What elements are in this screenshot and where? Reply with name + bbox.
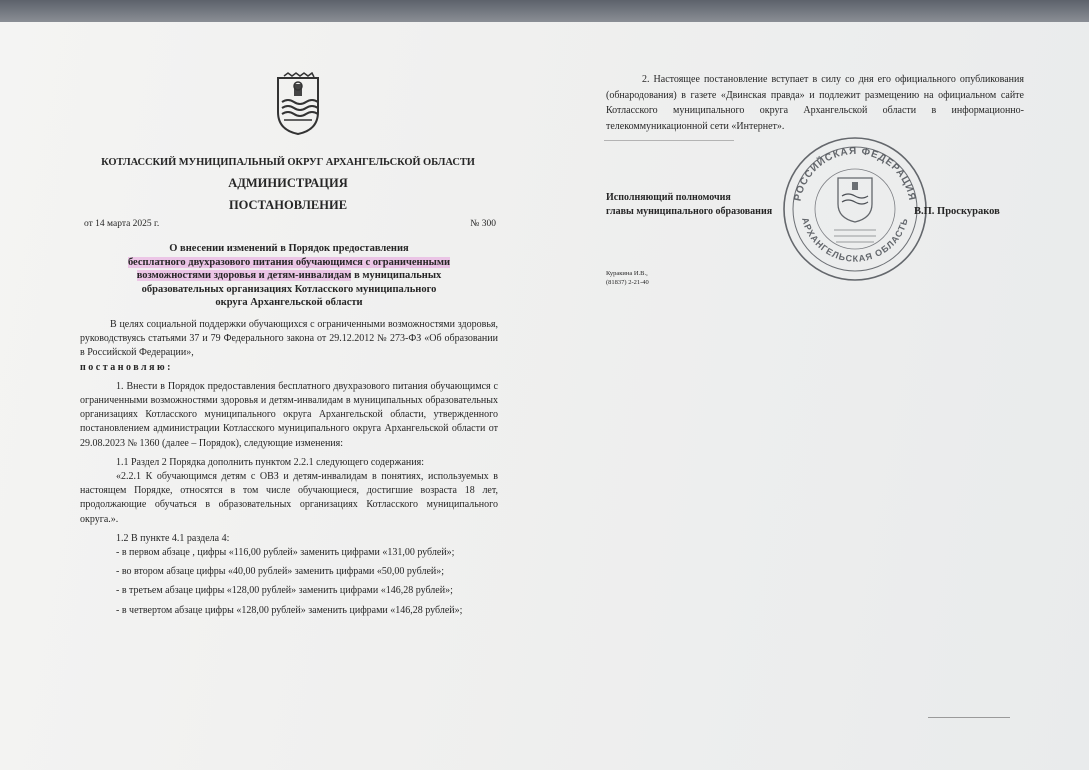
signatory-position: главы муниципального образования [606,206,773,217]
signatory-name: В.П. Проскураков [914,206,1000,217]
document-page [0,22,1089,770]
resolve-word: постановляю: [80,361,174,373]
coat-of-arms-icon [274,72,322,136]
executor-name: Куракина И.В., [606,270,648,277]
decree-body [80,318,498,618]
background-edge [0,0,1089,22]
list-item-change: - в первом абзаце , цифры «116,00 рублей» заменить цифрами «131,00 рублей»; [116,547,455,559]
decree-number: № 300 [470,219,496,229]
signatory-position: Исполняющий полномочия [606,192,731,203]
administration-heading: АДМИНИСТРАЦИЯ [228,176,348,190]
divider [928,717,1010,718]
date-line [84,219,496,229]
title-line: образовательных организациях Котласского муниципального [141,283,437,295]
decree-title [96,242,482,310]
title-line: округа Архангельской области [215,297,363,308]
title-line-highlighted: бесплатного двухразового питания обучающимся с ограниченными [127,256,451,268]
right-column [606,72,1024,134]
list-item-change: - во втором абзаце цифры «40,00 рублей» заменить цифрами «50,00 рублей»; [116,566,445,578]
svg-text:РОССИЙСКАЯ ФЕДЕРАЦИЯ: РОССИЙСКАЯ ФЕДЕРАЦИЯ [792,145,918,203]
paragraph-2: 2. Настоящее постановление вступает в силу со дня его официального опубликования (обнародования) в газете «Двинская правда» и подлежит размещению на официальном сайте Котласского муниципального округа Архангельской области в информационно-телекоммуникационной сети «Интернет». [606,74,1024,132]
organization-name: КОТЛАССКИЙ МУНИЦИПАЛЬНЫЙ ОКРУГ АРХАНГЕЛЬСКОЙ ОБЛАСТИ [101,157,475,168]
executor-info [606,269,649,287]
paragraph-2-2-1: «2.2.1 К обучающимся детям с ОВЗ и детям-инвалидам в понятиях, используемых в настоящем Порядке, относятся в том числе обучающиеся, достигшие возраста 18 лет, продолжающие обучаться в образовательных организациях Котласского муниципального округа.». [80,471,498,525]
title-line-mixed: возможностями здоровья и детям-инвалидам в муниципальных [136,270,442,281]
paragraph-1-1: 1.1 Раздел 2 Порядка дополнить пунктом 2.2.1 следующего содержания: [116,456,424,468]
paragraph-1-2: 1.2 В пункте 4.1 раздела 4: [116,532,230,544]
executor-phone: (81837) 2-21-40 [606,279,649,286]
svg-text:АРХАНГЕЛЬСКАЯ ОБЛАСТЬ: АРХАНГЕЛЬСКАЯ ОБЛАСТЬ [800,216,910,264]
decree-date: от 14 марта 2025 г. [84,219,160,229]
paragraph-preamble: В целях социальной поддержки обучающихся с ограниченными возможностями здоровья, руководствуясь статьями 37 и 79 Федерального закона от 29.12.2012 № 273-ФЗ «Об образовании в Российской Федерации», [80,319,498,359]
title-line: О внесении изменений в Порядок предоставления [169,243,409,254]
divider [604,140,734,141]
list-item-change: - в третьем абзаце цифры «128,00 рублей» заменить цифрами «146,28 рублей»; [116,585,453,597]
decree-heading: ПОСТАНОВЛЕНИЕ [228,198,348,212]
paragraph-1: 1. Внести в Порядок предоставления бесплатного двухразового питания обучающимся с ограниченными возможностями здоровья и детям-инвалидам в муниципальных образовательных организациях Котласского муниципального округа Архангельской области, утвержденного постановлением администрации Котласского муниципального округа Архангельской области от 29.08.2023 № 1360 (далее – Порядок), следующие изменения: [80,380,498,449]
list-item-change: - в четвертом абзаце цифры «128,00 рублей» заменить цифрами «146,28 рублей»; [116,604,463,616]
